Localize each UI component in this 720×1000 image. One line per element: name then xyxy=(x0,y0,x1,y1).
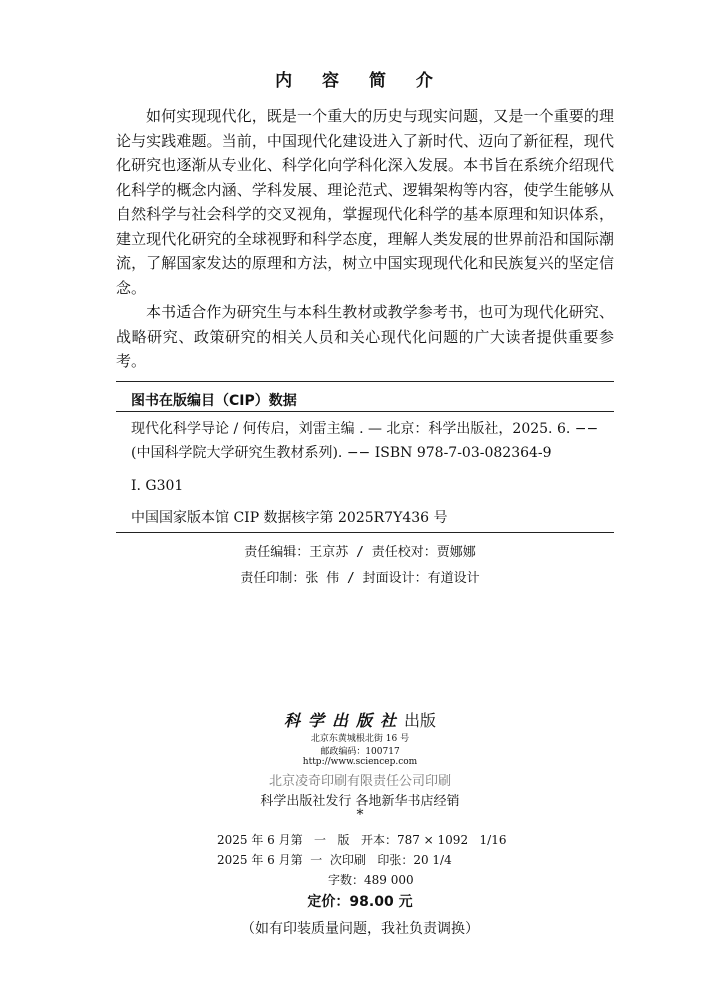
cip-number: 中国国家版本馆 CIP 数据核字第 2025R7Y436 号 xyxy=(131,510,448,526)
staff-line-1: 责任编辑：王京苏 / 责任校对：贾娜娜 xyxy=(244,545,476,560)
intro-paragraph-2: 本书适合作为研究生与本科生教材或教学参考书，也可为现代化研究、战略研究、政策研究的相关人员和关心现代化问题的广大读者提供重要参考。 xyxy=(116,303,614,370)
edition-line-2: 2025 年 6 月第 一 次印刷 印张：20 1/4 xyxy=(217,853,452,867)
intro-paragraph-1: 如何实现现代化，既是一个重大的历史与现实问题，又是一个重要的理论与实践难题。当前，中国现代化建设进入了新时代、迈向了新征程，现代化研究也逐渐从专业化、科学化向学科化深入发展。本书旨在系统介绍现代化科学的概念内涵、学科发展、理论范式、逻辑架构等内容，使学生能够从自然科学与社会科学的交叉视角，掌握现代化科学的基本原理和知识体系，建立现代化研究的全球视野和科学态度，理解人类发展的世界前沿和国际潮流，了解国家发达的原理和方法，树立中国实现现代化和民族复兴的坚定信念。 xyxy=(116,107,614,297)
cip-top-rule xyxy=(116,381,614,382)
cip-heading-rule xyxy=(116,411,614,412)
cip-classification-row xyxy=(116,474,614,498)
publisher-postcode: 邮政编码：100717 xyxy=(320,747,400,757)
edition-line-3: 字数：489 000 xyxy=(328,873,414,887)
publisher-logo xyxy=(0,708,720,731)
separator-star: * xyxy=(356,807,364,823)
distribution-line: 科学出版社发行 各地新华书店经销 xyxy=(260,794,460,809)
cip-record-text: 现代化科学导论 / 何传启，刘雷主编 . — 北京：科学出版社，2025. 6. −− (中国科学院大学研究生教材系列). −− ISBN 978-7-03-082364-9 xyxy=(131,421,599,461)
publisher-seal: 科学出版社 xyxy=(283,711,404,730)
edition-line-1: 2025 年 6 月第 一 版 开本：787 × 1092 1/16 xyxy=(217,833,507,847)
cip-heading: 图书在版编目（CIP）数据 xyxy=(131,393,297,409)
price: 定价：98.00 元 xyxy=(307,894,413,910)
cip-number-row xyxy=(116,506,614,530)
publisher-address: 北京东黄城根北街 16 号 xyxy=(310,734,410,744)
cip-record xyxy=(116,417,614,465)
publisher-suffix: 出版 xyxy=(404,711,437,730)
staff-line-2: 责任印制：张 伟 / 封面设计：有道设计 xyxy=(240,571,480,586)
cip-classification: Ⅰ. G301 xyxy=(131,478,184,494)
cip-bottom-rule xyxy=(116,532,614,533)
quality-notice: （如有印装质量问题，我社负责调换） xyxy=(241,921,479,937)
publisher-website: http://www.sciencep.com xyxy=(302,757,418,767)
page-title: 内 容 简 介 xyxy=(275,71,445,91)
printer-line: 北京凌奇印刷有限责任公司印刷 xyxy=(268,774,451,789)
intro-text xyxy=(116,104,614,374)
